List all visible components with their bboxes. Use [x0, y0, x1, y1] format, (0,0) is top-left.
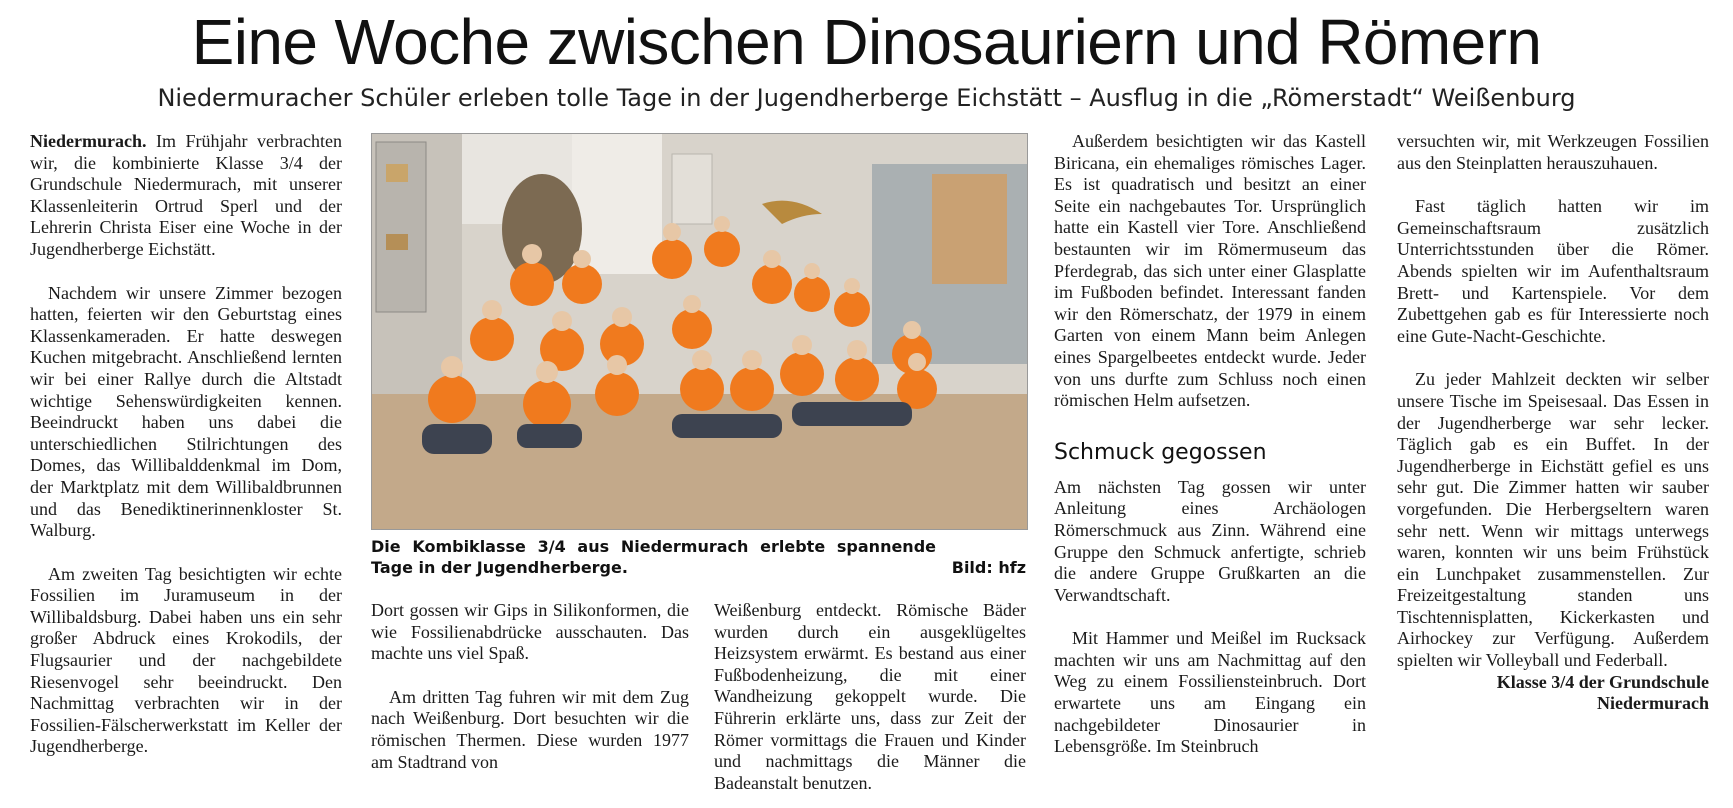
paragraph: versuchten wir, mit Werkzeugen Fossilien aus den Steinplatten herauszuhauen. [1397, 131, 1709, 173]
paragraph: Am dritten Tag fuhren wir mit dem Zug nach Weißenburg. Dort besuchten wir die römischen Thermen. Diese wurden 1977 am Stadtrand von [371, 686, 689, 772]
group-photo [371, 133, 1028, 530]
signature-line-1: Klasse 3/4 der Grundschule [1496, 671, 1709, 692]
section-subhead: Schmuck gegossen [1054, 439, 1267, 465]
photo-credit: Bild: hfz [951, 558, 1026, 577]
photo-caption-text: Die Kombiklasse 3/4 aus Niedermurach erlebte spannende Tage in der Jugendherberge. [371, 537, 936, 577]
dateline: Niedermurach. [30, 131, 147, 151]
paragraph: Weißenburg entdeckt. Römische Bäder wurden durch ein ausgeklügeltes Heizsystem erwärmt. Es bestand aus einer Fußbodenheizung, die mit einer Wandheizung gekoppelt wurde. Die Führerin erklärte uns, dass zur Zeit der Römer vormittags die Frauen und Kinder und nachmittags die Männer die Badeanstalt benutzen. [714, 600, 1026, 793]
headline: Eine Woche zwischen Dinosauriern und Römern [191, 6, 1542, 78]
group-photo-illustration [372, 134, 1027, 529]
paragraph: Fast täglich hatten wir im Gemeinschaftsraum zusätzlich Unterrichtsstunden über die Römer. Abends spielten wir im Aufenthaltsraum Brett- und Kartenspiele. Vor dem Zubettgehen gab es für Interessierte noch eine Gute-Nacht-Geschichte. [1397, 196, 1709, 346]
column-1 [30, 131, 342, 758]
paragraph: Am zweiten Tag besichtigten wir echte Fossilien im Juramuseum in der Willibaldsburg. Dabei haben uns ein sehr großer Abdruck eines Krokodils, der Flugsaurier und der nachgebildete Riesenvogel sehr beeindruckt. Den Nachmittag verbrachten wir in der Fossilien-Fälscherwerkstatt im Keller der Jugendherberge. [30, 563, 342, 757]
paragraph: Außerdem besichtigten wir das Kastell Biricana, ein ehemaliges römisches Lager. Es ist quadratisch und besitzt an einer Seite ein nachgebautes Tor. Ursprünglich hatte ein Kastell vier Tore. Anschließend bestaunten wir im Römermuseum das Pferdegrab, das sich unter einer Glasplatte im Fußboden befindet. Interessant fanden wir den Römerschatz, der 1979 in einem Garten von einem Mann beim Anlegen eines Spargelbeetes entdeckt wurde. Jeder von uns durfte zum Schluss noch einen römischen Helm aufsetzen. [1054, 131, 1366, 411]
subheadline: Niedermuracher Schüler erleben tolle Tage in der Jugendherberge Eichstätt – Ausflug in die „Römerstadt“ Weißenburg [157, 84, 1576, 112]
column-3 [714, 600, 1026, 794]
column-4 [1054, 131, 1366, 758]
column-2 [371, 600, 689, 773]
author-signature [1397, 672, 1709, 715]
signature-line-2: Niedermurach [1597, 693, 1709, 714]
paragraph: Am nächsten Tag gossen wir unter Anleitung eines Archäologen Römerschmuck aus Zinn. Während eine Gruppe den Schmuck anfertigte, schrieb die andere Gruppe Grußkarten an die Verwandtschaft. [1054, 476, 1366, 605]
paragraph-intro [30, 131, 342, 261]
paragraph: Nachdem wir unsere Zimmer bezogen hatten, feierten wir den Geburtstag eines Klassenkameraden. Er hatte deswegen Kuchen mitgebracht. Anschließend lernten wir bei einer Rallye durch die Altstadt wichtige Sehenswürdigkeiten kennen. Beeindruckt haben uns dabei die unterschiedlichen Stilrichtungen des Domes, das Willibalddenkmal im Dom, der Marktplatz mit dem Willibaldbrunnen und das Benediktinerinnenkloster St. Walburg. [30, 282, 342, 541]
paragraph: Mit Hammer und Meißel im Rucksack machten wir uns am Nachmittag auf den Weg zu einem Fossiliensteinbruch. Dort erwartete uns am Eingang ein nachgebildeter Dinosaurier in Lebensgröße. Im Steinbruch [1054, 628, 1366, 757]
photo-caption [371, 536, 1026, 578]
paragraph: Dort gossen wir Gips in Silikonformen, die wie Fossilienabdrücke ausschauten. Das machte uns viel Spaß. [371, 600, 689, 664]
column-5 [1397, 131, 1709, 715]
paragraph: Zu jeder Mahlzeit deckten wir selber unsere Tische im Speisesaal. Das Essen in der Jugendherberge war sehr lecker. Täglich gab es ein Buffet. In der Jugendherberge in Eichstätt gefiel es uns sehr gut. Die Zimmer hatten wir sauber vorgefunden. Die Herbergseltern waren sehr nett. Wenn wir mittags unterwegs waren, konnten wir uns beim Frühstück ein Lunchpaket zusammenstellen. Zur Freizeitgestaltung standen uns Tischtennisplatten, Kickerkasten und Airhockey zur Verfügung. Außerdem spielten wir Volleyball und Federball. [1397, 369, 1709, 671]
paragraph-intro-text: Im Frühjahr verbrachten wir, die kombinierte Klasse 3/4 der Grundschule Niedermurach, mit unserer Klassenleiterin Ortrud Sperl und der Lehrerin Christa Eiser eine Woche in der Jugendherberge Eichstätt. [30, 131, 342, 259]
